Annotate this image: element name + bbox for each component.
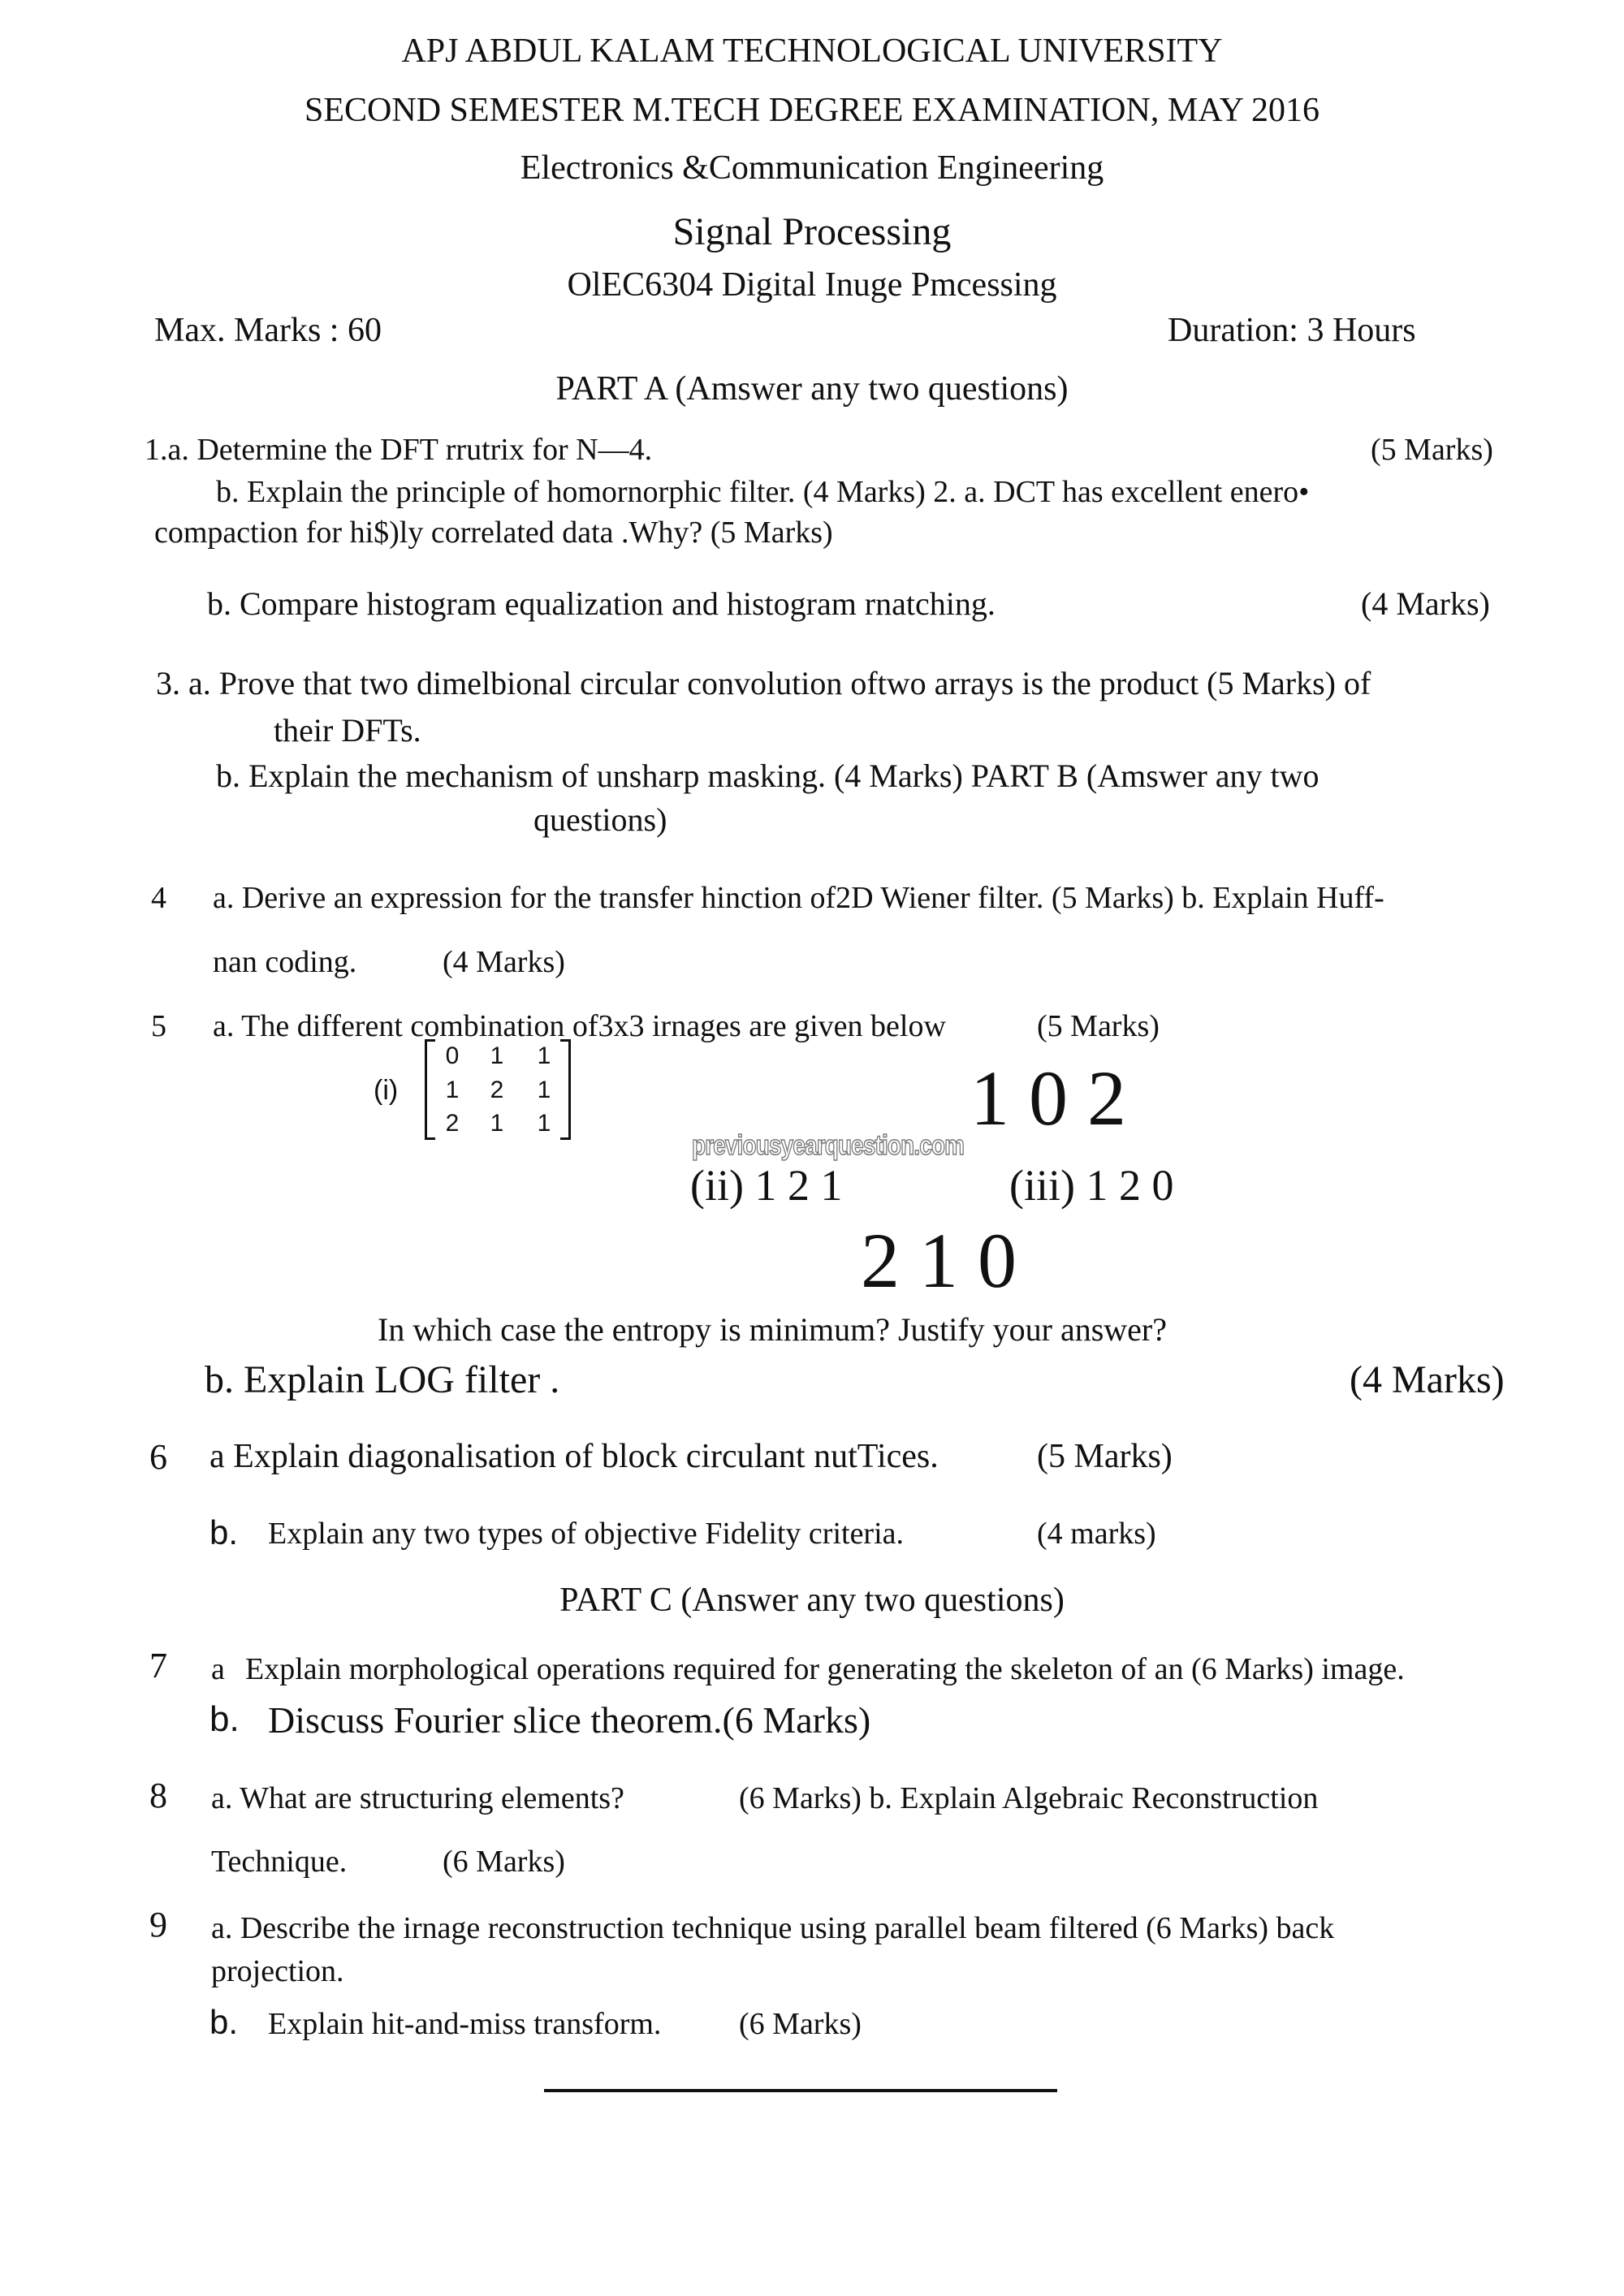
university-name: APJ ABDUL KALAM TECHNOLOGICAL UNIVERSITY [401,32,1223,70]
exam-title: SECOND SEMESTER M.TECH DEGREE EXAMINATION, MAY 2016 [304,92,1320,129]
question-3a-line2: their DFTs. [274,712,421,749]
question-9a-line2: projection. [211,1954,344,1988]
matrix-cell: 1 [490,1042,504,1069]
question-4-line1: a. Derive an expression for the transfer hinction of2D Wiener filter. (5 Marks) b. Explain Huff- [213,881,1384,915]
option-ii: (ii) 1 2 1 [690,1161,843,1210]
max-marks: Max. Marks : 60 [154,312,382,349]
question-6a: a Explain diagonalisation of block circulant nutTices. [209,1438,939,1475]
matrix-cell: 0 [445,1042,460,1069]
question-5a-marks: (5 Marks) [1037,1009,1160,1043]
question-9a-line1: a. Describe the irnage reconstruction technique using parallel beam filtered (6 Marks) back [211,1911,1335,1945]
question-5b-marks: (4 Marks) [1350,1358,1505,1401]
matrix-cell: 1 [537,1077,551,1103]
watermark: previousyearquestion.com [692,1130,965,1161]
question-1a: 1.a. Determine the DFT rrutrix for N—4. [145,433,653,467]
matrix-cell: 1 [445,1077,460,1103]
question-8-line2: Technique. [211,1845,348,1879]
question-2b-marks: (4 Marks) [1361,585,1490,622]
matrix-cell: 1 [490,1110,504,1137]
option-i-label: (i) [374,1075,399,1106]
question-4-marks: (4 Marks) [443,945,565,979]
question-9b-marks: (6 Marks) [739,2007,862,2041]
question-6a-marks: (5 Marks) [1037,1438,1173,1475]
question-9b: Explain hit-and-miss transform. [268,2007,662,2041]
question-5-prompt: In which case the entropy is minimum? Justify your answer? [378,1311,1167,1348]
matrix-cell: 2 [490,1077,504,1103]
matrix-cell: 1 [537,1042,551,1069]
question-6b: Explain any two types of objective Fidelity criteria. [268,1517,905,1551]
matrix-i [425,1039,571,1141]
option-iii: (iii) 1 2 0 [1009,1161,1174,1210]
question-7b: Discuss Fourier slice theorem.(6 Marks) [268,1699,871,1741]
part-c-heading: PART C (Answer any two questions) [559,1582,1065,1619]
stream-name: Signal Processing [672,210,952,253]
question-6-number: 6 [149,1437,167,1477]
question-8a: a. What are structuring elements? [211,1781,624,1815]
question-5a: a. The different combination of3x3 irnages are given below [213,1009,946,1043]
question-6b-label: b. [209,1513,239,1552]
question-3b-line1: b. Explain the mechanism of unsharp masking. (4 Marks) PART B (Amswer any two [216,757,1320,794]
matrix-iii-row1: 1 0 2 [970,1055,1126,1142]
duration: Duration: 3 Hours [1168,312,1416,349]
matrix-cell: 2 [445,1110,460,1137]
question-7-number: 7 [149,1646,167,1685]
question-6b-marks: (4 marks) [1037,1517,1156,1551]
matrix-right-bracket [560,1039,571,1140]
matrix-iii-row3: 2 1 0 [861,1217,1017,1304]
matrix-cell: 1 [537,1110,551,1137]
question-9-number: 9 [149,1905,167,1944]
question-4-line2: nan coding. [213,945,357,979]
matrix-left-bracket [425,1039,435,1140]
question-4-number: 4 [151,881,166,915]
question-8-number: 8 [149,1776,167,1815]
part-a-heading: PART A (Amswer any two questions) [555,370,1069,408]
question-7a: Explain morphological operations required for generating the skeleton of an (6 Marks) image. [245,1652,1405,1686]
question-1b-line1: b. Explain the principle of homornorphic filter. (4 Marks) 2. a. DCT has excellent enero• [216,475,1310,509]
question-5b: b. Explain LOG filter . [205,1358,560,1401]
branch-name: Electronics &Communication Engineering [520,149,1104,187]
question-7a-label: a [211,1652,225,1686]
end-rule [544,2089,1057,2092]
question-8-rest: (6 Marks) b. Explain Algebraic Reconstruction [739,1781,1319,1815]
question-3a-line1: 3. a. Prove that two dimelbional circular convolution oftwo arrays is the product (5 Marks) of [156,665,1371,701]
question-2b: b. Compare histogram equalization and histogram rnatching. [207,585,996,622]
question-5-number: 5 [151,1009,166,1043]
question-7b-label: b. [209,1699,240,1739]
question-8-marks: (6 Marks) [443,1845,565,1879]
question-1b-line2: compaction for hi$)ly correlated data .Why? (5 Marks) [154,516,833,550]
question-9b-label: b. [209,2003,239,2041]
course-title: OlEC6304 Digital Inuge Pmcessing [567,266,1057,304]
question-3b-line2: questions) [533,801,667,838]
question-1a-marks: (5 Marks) [1371,433,1493,467]
